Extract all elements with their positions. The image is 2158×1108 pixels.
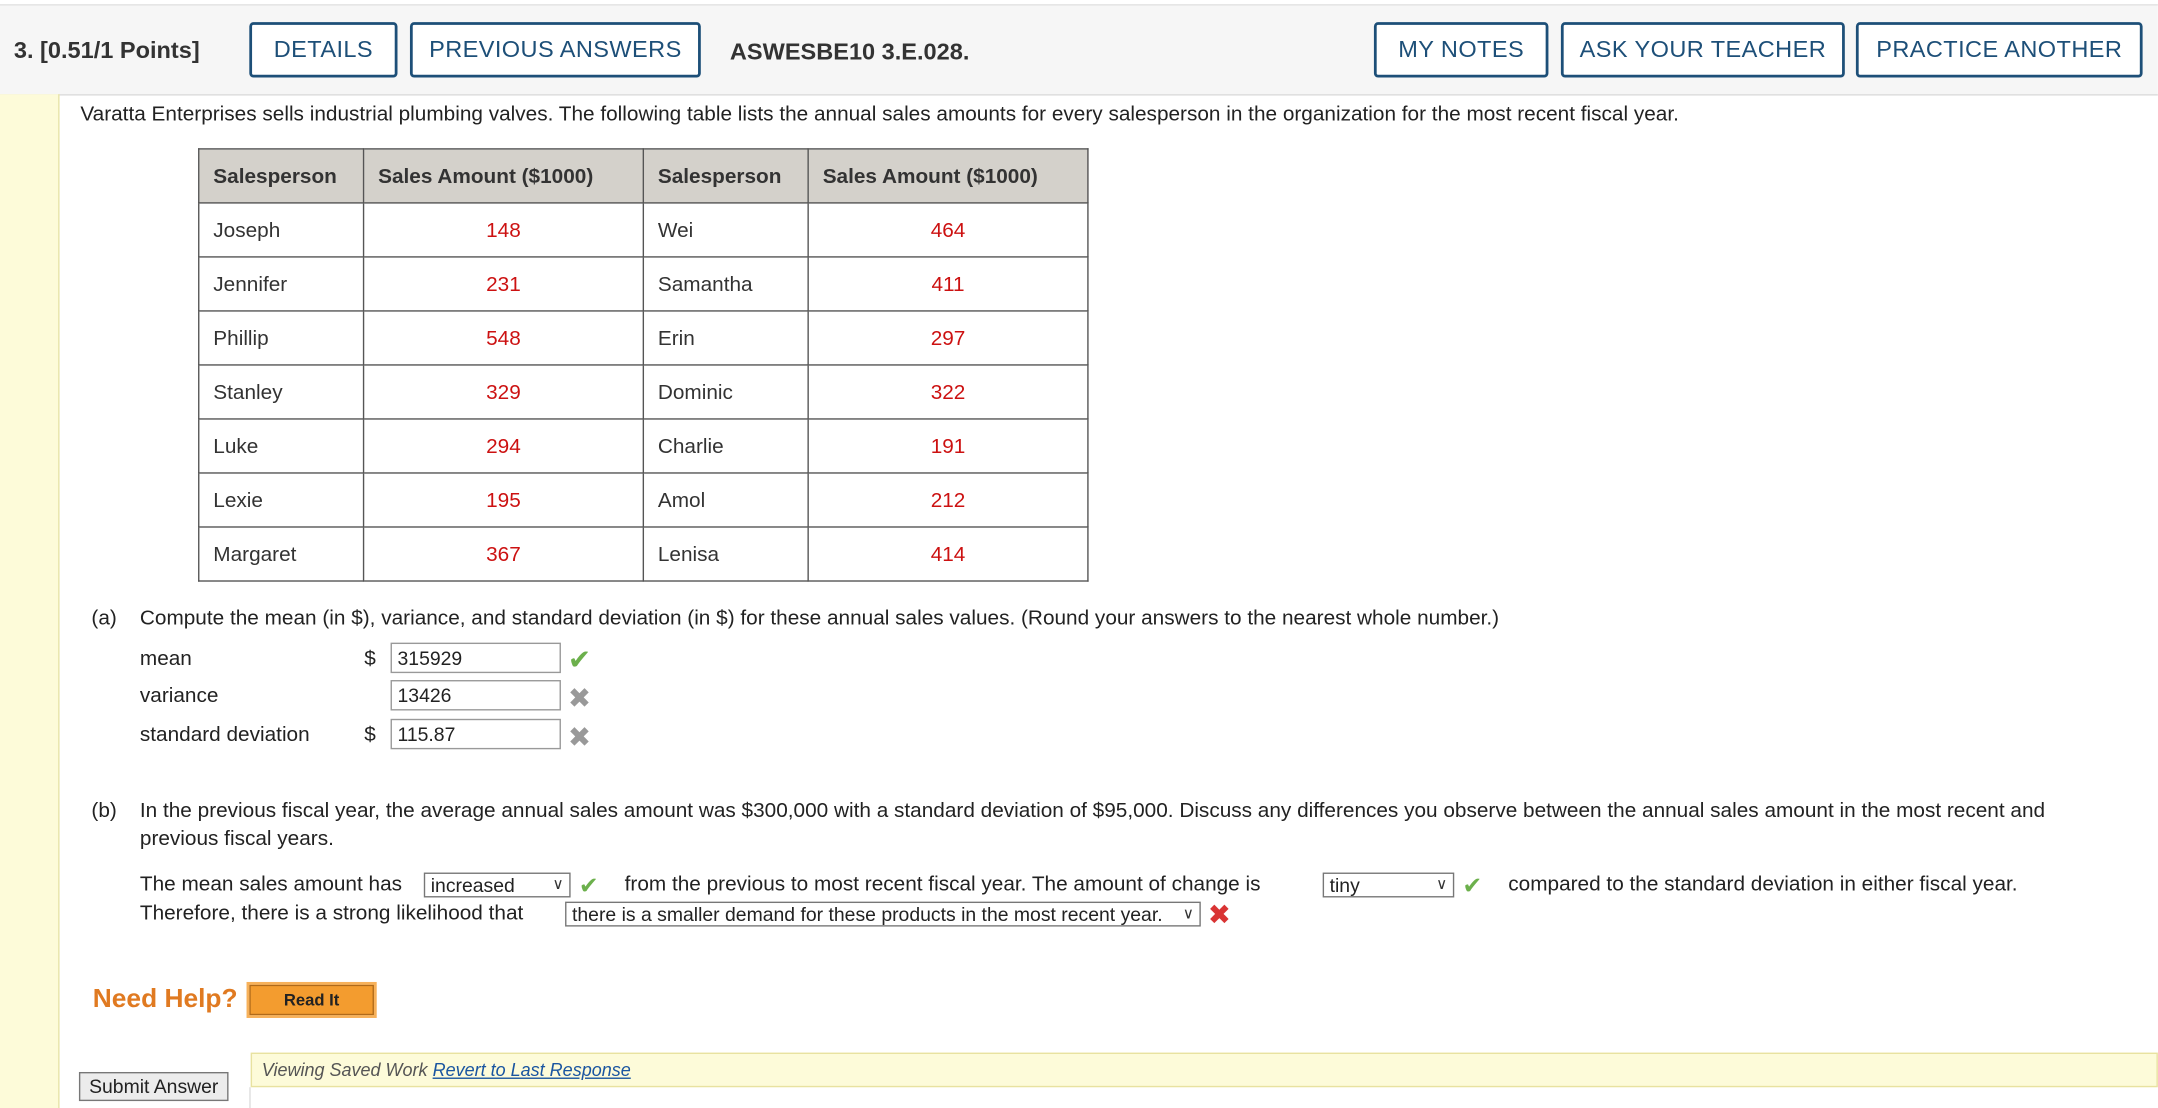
part-b-sentence-4: Therefore, there is a strong likelihood that [139, 901, 524, 926]
sd-currency: $ [364, 722, 376, 747]
table-row [199, 311, 1088, 365]
salesperson-cell: Amol [643, 473, 808, 527]
mean-input[interactable] [391, 643, 561, 673]
mean-change-select[interactable] [424, 873, 571, 898]
standard-deviation-label: standard deviation [139, 722, 310, 747]
question-header [0, 4, 2158, 95]
salesperson-cell: Wei [643, 203, 808, 257]
part-b-sentence-2: from the previous to most recent fiscal year. The amount of change is [624, 872, 1261, 897]
salesperson-cell: Luke [199, 419, 364, 473]
select-value: tiny [1329, 873, 1360, 897]
sales-amount-cell: 191 [808, 419, 1088, 473]
salesperson-cell: Samantha [643, 257, 808, 311]
saved-work-text: Viewing Saved Work [261, 1059, 428, 1081]
select-value: there is a smaller demand for these products in the most recent year. [572, 903, 1163, 926]
salesperson-cell: Erin [643, 311, 808, 365]
part-b-sentence-3: compared to the standard deviation in either fiscal year. [1508, 872, 2018, 897]
column-header: Salesperson [643, 149, 808, 203]
change-amount-select[interactable] [1323, 873, 1455, 898]
salesperson-cell: Jennifer [199, 257, 364, 311]
read-it-button[interactable]: Read It [249, 985, 374, 1015]
chevron-down-icon: ∨ [1182, 905, 1194, 923]
table-row [199, 203, 1088, 257]
my-notes-button[interactable]: MY NOTES [1374, 22, 1549, 77]
standard-deviation-input[interactable] [391, 719, 561, 749]
incorrect-x-icon: ✖ [567, 684, 592, 715]
table-row [199, 257, 1088, 311]
divider [249, 1087, 250, 1108]
column-header: Salesperson [199, 149, 364, 203]
part-a-label: (a) [91, 606, 117, 631]
part-b-prompt [91, 798, 2113, 851]
likelihood-select[interactable] [565, 902, 1201, 927]
correct-check-icon: ✔ [1462, 872, 1483, 899]
column-header: Sales Amount ($1000) [808, 149, 1088, 203]
question-number: 3. [0.51/1 Points] [13, 37, 200, 64]
left-margin-bar [0, 94, 60, 1108]
salesperson-cell: Lexie [199, 473, 364, 527]
part-a-prompt [91, 606, 1500, 631]
salesperson-cell: Dominic [643, 365, 808, 419]
question-code: ASWESBE10 3.E.028. [729, 38, 970, 66]
sales-amount-cell: 411 [808, 257, 1088, 311]
sales-amount-cell: 367 [364, 527, 644, 581]
sales-amount-cell: 212 [808, 473, 1088, 527]
correct-check-icon: ✔ [567, 645, 592, 676]
salesperson-cell: Stanley [199, 365, 364, 419]
saved-work-banner [251, 1053, 2158, 1088]
incorrect-x-icon: ✖ [567, 722, 592, 754]
variance-input[interactable] [391, 680, 561, 710]
select-value: increased [430, 873, 515, 897]
sales-amount-cell: 322 [808, 365, 1088, 419]
table-row [199, 527, 1088, 581]
table-row [199, 473, 1088, 527]
salesperson-cell: Margaret [199, 527, 364, 581]
sales-amount-cell: 294 [364, 419, 644, 473]
mean-label: mean [139, 646, 192, 671]
submit-answer-button[interactable]: Submit Answer [79, 1072, 229, 1101]
variance-label: variance [139, 684, 219, 708]
question-intro: Varatta Enterprises sells industrial plumbing valves. The following table lists the annual sales amounts for every salesperson in the organization for the most recent fiscal year. [80, 102, 1679, 127]
sales-amount-cell: 329 [364, 365, 644, 419]
practice-another-button[interactable]: PRACTICE ANOTHER [1856, 22, 2143, 77]
sales-amount-cell: 414 [808, 527, 1088, 581]
revert-link[interactable]: Revert to Last Response [432, 1059, 631, 1081]
part-b-text: In the previous fiscal year, the average annual sales amount was $300,000 with a standard deviation of $95,000. Discuss any differences you observe between the annual sales amount in the most recent and previous fiscal years. [139, 799, 2046, 851]
salesperson-cell: Lenisa [643, 527, 808, 581]
chevron-down-icon: ∨ [1436, 876, 1448, 894]
sales-table [198, 148, 1089, 582]
part-b-sentence-1: The mean sales amount has [139, 872, 403, 897]
mean-currency: $ [364, 646, 376, 671]
need-help-label: Need Help? [92, 984, 238, 1014]
correct-check-icon: ✔ [578, 872, 599, 899]
table-header-row [199, 149, 1088, 203]
previous-answers-button[interactable]: PREVIOUS ANSWERS [410, 22, 701, 77]
sales-amount-cell: 231 [364, 257, 644, 311]
salesperson-cell: Charlie [643, 419, 808, 473]
salesperson-cell: Joseph [199, 203, 364, 257]
sales-amount-cell: 297 [808, 311, 1088, 365]
chevron-down-icon: ∨ [552, 876, 564, 894]
ask-your-teacher-button[interactable]: ASK YOUR TEACHER [1561, 22, 1845, 77]
sales-amount-cell: 195 [364, 473, 644, 527]
salesperson-cell: Phillip [199, 311, 364, 365]
sales-amount-cell: 548 [364, 311, 644, 365]
part-a-text: Compute the mean (in $), variance, and standard deviation (in $) for these annual sales values. (Round your answers to the nearest whole number.) [139, 606, 1500, 631]
details-button[interactable]: DETAILS [249, 22, 397, 77]
incorrect-x-icon: ✖ [1207, 900, 1231, 931]
column-header: Sales Amount ($1000) [364, 149, 644, 203]
sales-amount-cell: 464 [808, 203, 1088, 257]
table-row [199, 419, 1088, 473]
part-b-label: (b) [91, 799, 117, 823]
sales-amount-cell: 148 [364, 203, 644, 257]
table-row [199, 365, 1088, 419]
